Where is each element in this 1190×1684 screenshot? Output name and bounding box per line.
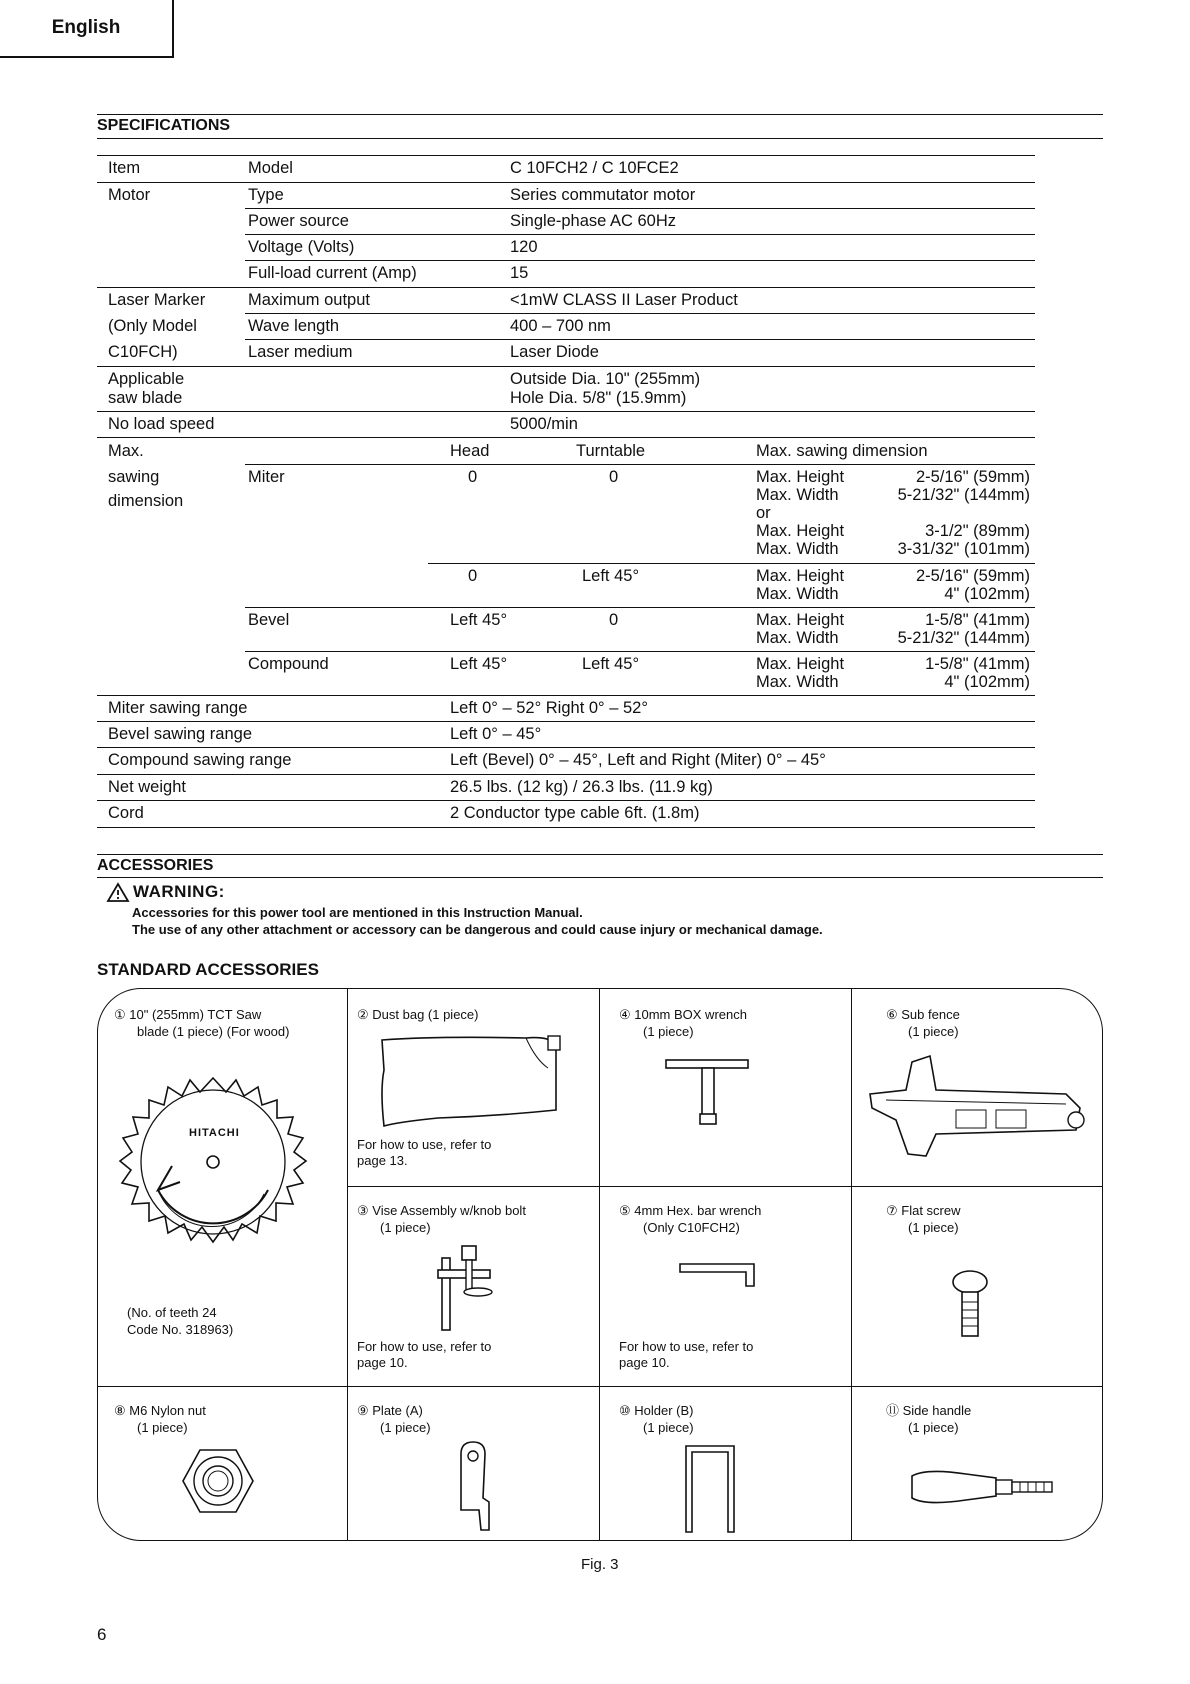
cell: C10FCH) — [108, 343, 178, 361]
row-line — [97, 411, 1035, 412]
item-6-label: ⑥ Sub fence — [886, 1007, 960, 1022]
cell: Item — [108, 159, 141, 177]
item-2-page: page 13. — [357, 1153, 408, 1168]
item-4-qty: (1 piece) — [643, 1024, 694, 1039]
item-5-label: ⑤ 4mm Hex. bar wrench — [619, 1203, 762, 1218]
cell: Single-phase AC 60Hz — [510, 212, 677, 230]
cell: Max. Height — [756, 655, 845, 673]
cell: 0 — [468, 567, 478, 585]
row-line — [245, 607, 1035, 608]
cell: Left 0° – 52° Right 0° – 52° — [450, 699, 648, 717]
cell: Motor — [108, 186, 151, 204]
plate-a-icon — [455, 1440, 495, 1532]
hex-wrench-icon — [676, 1260, 766, 1290]
warning-text-1: Accessories for this power tool are mentioned in this Instruction Manual. — [132, 905, 583, 920]
grid-line — [599, 988, 600, 1541]
cell: Type — [248, 186, 284, 204]
grid-line — [97, 1386, 1102, 1387]
row-line — [245, 260, 1035, 261]
cell: Left 45° — [582, 567, 640, 585]
item-3-qty: (1 piece) — [380, 1220, 431, 1235]
row-line — [97, 366, 1035, 367]
dust-bag-icon — [378, 1030, 564, 1130]
nylon-nut-icon — [180, 1446, 256, 1516]
cell: Laser Diode — [510, 343, 599, 361]
cell: Max. Height — [756, 522, 845, 540]
cell: 15 — [510, 264, 529, 282]
row-line — [245, 208, 1035, 209]
item-3-label: ③ Vise Assembly w/knob bolt — [357, 1203, 526, 1218]
item-11-qty: (1 piece) — [908, 1420, 959, 1435]
language-label: English — [51, 17, 121, 38]
cell: 120 — [510, 238, 538, 256]
cell: Max. Width — [756, 629, 839, 647]
cell: Left 45° — [582, 655, 640, 673]
item-10-qty: (1 piece) — [643, 1420, 694, 1435]
cell: dimension — [108, 492, 184, 510]
cell: Head — [450, 442, 490, 460]
cell: No load speed — [108, 415, 215, 433]
cell: Max. Width — [756, 486, 839, 504]
sub-fence-icon — [866, 1050, 1092, 1160]
cell: Max. Height — [756, 468, 845, 486]
box-wrench-icon — [660, 1052, 760, 1132]
cell: Bevel sawing range — [108, 725, 253, 743]
row-line — [97, 695, 1035, 696]
rule — [97, 138, 1103, 139]
cell: Left 45° — [450, 611, 508, 629]
item-11-label: ⑪ Side handle — [886, 1403, 972, 1418]
warning-title: WARNING: — [133, 882, 225, 901]
cell: saw blade — [108, 389, 183, 407]
item-2-label: ② Dust bag (1 piece) — [357, 1007, 479, 1022]
row-line — [97, 747, 1035, 748]
cell: Max. Width — [756, 540, 839, 558]
cell: Miter — [248, 468, 285, 486]
cell: <1mW CLASS II Laser Product — [510, 291, 738, 309]
cell: 26.5 lbs. (12 kg) / 26.3 lbs. (11.9 kg) — [450, 778, 713, 796]
language-tab — [0, 0, 174, 58]
item-5-page: page 10. — [619, 1355, 670, 1370]
cell: Max. Height — [756, 567, 845, 585]
cell: Max. Height — [756, 611, 845, 629]
cell: 2 Conductor type cable 6ft. (1.8m) — [450, 804, 700, 822]
item-1-teeth: (No. of teeth 24 — [127, 1305, 217, 1320]
cell: Voltage (Volts) — [248, 238, 355, 256]
cell: Max. sawing dimension — [756, 442, 928, 460]
standard-accessories-title: STANDARD ACCESSORIES — [97, 960, 319, 979]
cell: Applicable — [108, 370, 185, 388]
cell: Net weight — [108, 778, 186, 796]
cell: Full-load current (Amp) — [248, 264, 417, 282]
spec-title: SPECIFICATIONS — [97, 117, 231, 134]
cell: 0 — [468, 468, 478, 486]
grid-line — [347, 988, 348, 1541]
side-handle-icon — [906, 1464, 1056, 1508]
cell: Turntable — [576, 442, 646, 460]
cell: 5-21/32" (144mm) — [897, 629, 1030, 647]
cell: 2-5/16" (59mm) — [915, 468, 1030, 486]
cell: 2-5/16" (59mm) — [915, 567, 1030, 585]
hitachi-logo: HITACHI — [189, 1127, 240, 1139]
item-1-desc: blade (1 piece) (For wood) — [137, 1024, 290, 1039]
grid-line — [347, 1186, 1102, 1187]
cell: Left (Bevel) 0° – 45°, Left and Right (Miter) 0° – 45° — [450, 751, 826, 769]
cell: C 10FCH2 / C 10FCE2 — [510, 159, 679, 177]
cell: 5000/min — [510, 415, 578, 433]
cell: 1-5/8" (41mm) — [925, 611, 1030, 629]
cell: 1-5/8" (41mm) — [925, 655, 1030, 673]
row-line — [245, 464, 1035, 465]
cell: Hole Dia. 5/8" (15.9mm) — [510, 389, 687, 407]
item-8-qty: (1 piece) — [137, 1420, 188, 1435]
rule — [97, 877, 1103, 878]
item-5-model: (Only C10FCH2) — [643, 1220, 740, 1235]
item-5-ref: For how to use, refer to — [619, 1339, 754, 1354]
row-line — [245, 313, 1035, 314]
flat-screw-icon — [950, 1268, 990, 1340]
row-line — [97, 800, 1035, 801]
row-line — [97, 437, 1035, 438]
cell: Laser Marker — [108, 291, 206, 309]
row-line — [428, 563, 1035, 564]
item-1-code: Code No. 318963) — [127, 1322, 234, 1337]
cell: Laser medium — [248, 343, 353, 361]
cell: Max. — [108, 442, 144, 460]
figure-caption: Fig. 3 — [581, 1556, 619, 1573]
cell: Max. Width — [756, 585, 839, 603]
cell: or — [756, 504, 771, 522]
cell: Wave length — [248, 317, 340, 335]
row-line — [97, 721, 1035, 722]
cell: Compound sawing range — [108, 751, 292, 769]
saw-blade-icon — [118, 1070, 308, 1260]
cell: 5-21/32" (144mm) — [897, 486, 1030, 504]
cell: sawing — [108, 468, 160, 486]
item-10-label: ⑩ Holder (B) — [619, 1403, 694, 1418]
warning-text-2: The use of any other attachment or accessory can be dangerous and could cause injury or mechanical damage. — [132, 922, 823, 937]
item-7-label: ⑦ Flat screw — [886, 1203, 961, 1218]
cell: Left 0° – 45° — [450, 725, 542, 743]
warning-icon — [107, 882, 129, 902]
cell: Compound — [248, 655, 329, 673]
item-8-label: ⑧ M6 Nylon nut — [114, 1403, 206, 1418]
item-3-ref: For how to use, refer to — [357, 1339, 492, 1354]
item-9-qty: (1 piece) — [380, 1420, 431, 1435]
grid-line — [851, 988, 852, 1541]
holder-b-icon — [680, 1440, 740, 1534]
cell: Left 45° — [450, 655, 508, 673]
cell: Bevel — [248, 611, 290, 629]
cell: Max. Width — [756, 673, 839, 691]
cell: 0 — [609, 611, 619, 629]
row-line — [97, 155, 1035, 156]
rule — [97, 854, 1103, 855]
cell: 4" (102mm) — [944, 585, 1030, 603]
row-line — [97, 774, 1035, 775]
item-6-qty: (1 piece) — [908, 1024, 959, 1039]
item-9-label: ⑨ Plate (A) — [357, 1403, 423, 1418]
cell: 4" (102mm) — [944, 673, 1030, 691]
row-line — [97, 827, 1035, 828]
row-line — [245, 234, 1035, 235]
cell: 3-31/32" (101mm) — [897, 540, 1030, 558]
cell: 3-1/2" (89mm) — [925, 522, 1030, 540]
item-3-page: page 10. — [357, 1355, 408, 1370]
acc-title: ACCESSORIES — [97, 857, 214, 874]
cell: Maximum output — [248, 291, 370, 309]
cell: Power source — [248, 212, 349, 230]
row-line — [245, 339, 1035, 340]
row-line — [97, 182, 1035, 183]
row-line — [245, 651, 1035, 652]
row-line — [97, 287, 1035, 288]
item-1-label: ① 10" (255mm) TCT Saw — [114, 1007, 262, 1022]
cell: 0 — [609, 468, 619, 486]
item-4-label: ④ 10mm BOX wrench — [619, 1007, 747, 1022]
cell: (Only Model — [108, 317, 197, 335]
cell: Miter sawing range — [108, 699, 248, 717]
rule — [97, 114, 1103, 115]
item-2-ref: For how to use, refer to — [357, 1137, 492, 1152]
cell: Model — [248, 159, 293, 177]
cell: 400 – 700 nm — [510, 317, 611, 335]
cell: Cord — [108, 804, 144, 822]
cell: Outside Dia. 10" (255mm) — [510, 370, 701, 388]
cell: Series commutator motor — [510, 186, 696, 204]
page-number: 6 — [97, 1625, 107, 1644]
item-7-qty: (1 piece) — [908, 1220, 959, 1235]
vise-assembly-icon — [430, 1242, 500, 1332]
